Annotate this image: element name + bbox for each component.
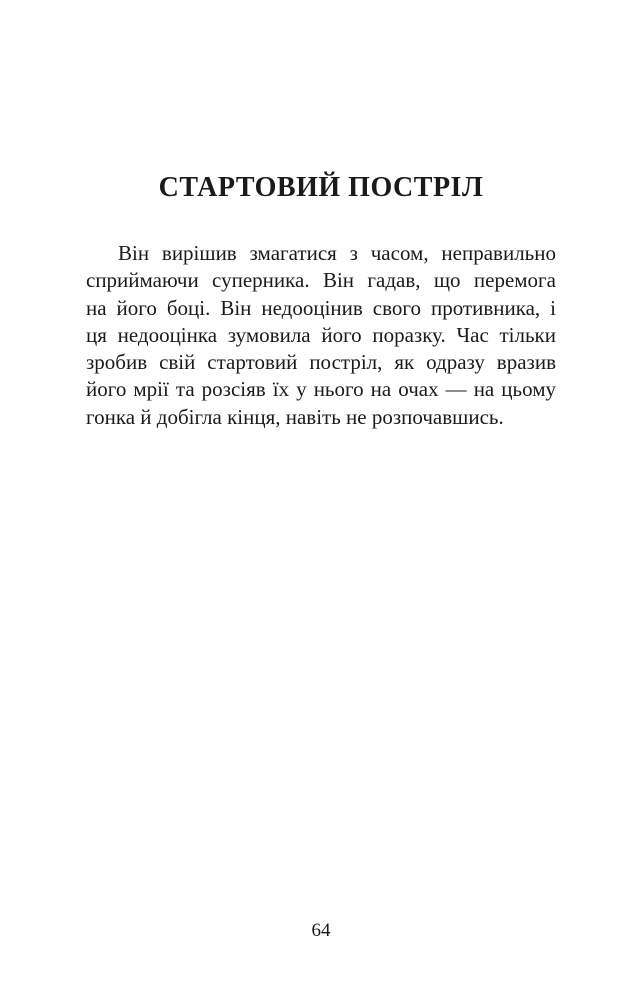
paragraph-line: ця недооцінка зумовила його поразку. Час тільки [86, 322, 556, 347]
chapter-paragraph [86, 240, 556, 431]
paragraph-line: Він вирішив змагатися з часом, неправильно [118, 241, 556, 265]
page-number: 64 [311, 920, 331, 941]
paragraph-line: сприймаючи суперника. Він гадав, що перемога [86, 268, 556, 293]
paragraph-line: зробив свій стартовий постріл, як одразу вразив [86, 350, 556, 375]
paragraph-line: на його боці. Він недооцінив свого противника, і [86, 295, 556, 320]
paragraph-line: гонка й добігла кінця, навіть не розпочавшись. [86, 404, 504, 429]
paragraph-line: його мрії та розсіяв їх у нього на очах — на цьому [86, 377, 556, 402]
chapter-title: СТАРТОВИЙ ПОСТРІЛ [158, 172, 484, 203]
